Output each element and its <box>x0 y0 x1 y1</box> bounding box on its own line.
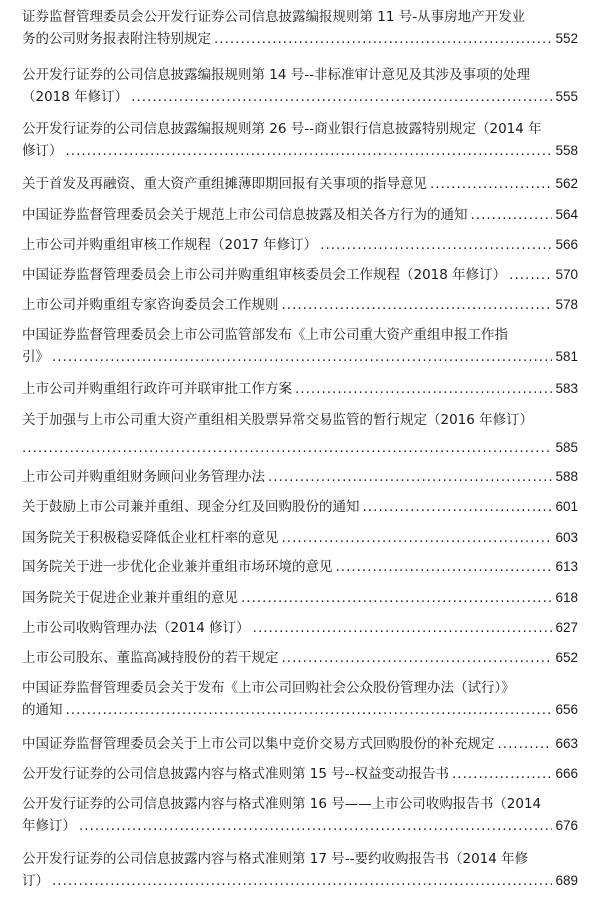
toc-entry-title: 关于鼓励上市公司兼并重组、现金分红及回购股份的通知 <box>22 499 360 515</box>
toc-page-number: 558 <box>555 143 578 158</box>
toc-page-number: 663 <box>555 736 578 751</box>
toc-entry-title: 上市公司并购重组行政许可并联审批工作方案 <box>22 381 292 397</box>
toc-page-number: 570 <box>555 267 578 282</box>
toc-entry[interactable] <box>22 173 578 195</box>
toc-entry[interactable] <box>22 409 578 459</box>
toc-entry-title: 中国证券监督管理委员会关于规范上市公司信息披露及相关各方行为的通知 <box>22 207 468 223</box>
toc-entry-title: 中国证券监督管理委员会上市公司并购重组审核委员会工作规程（2018 年修订） <box>22 267 507 283</box>
dot-leader <box>282 647 553 669</box>
toc-entry[interactable] <box>22 763 578 785</box>
toc-entry[interactable] <box>22 733 578 755</box>
toc-page-number: 603 <box>555 530 578 545</box>
toc-entry[interactable] <box>22 264 578 286</box>
toc-page-number: 562 <box>555 176 578 191</box>
toc-entry[interactable] <box>22 64 578 108</box>
toc-entry-title: 中国证券监督管理委员会上市公司监管部发布《上市公司重大资产重组申报工作指 <box>22 327 508 343</box>
toc-page-number: 578 <box>555 297 578 312</box>
dot-leader <box>452 763 552 785</box>
toc-page-number: 564 <box>555 207 578 222</box>
toc-entry-title: 公开发行证券的公司信息披露内容与格式准则第 17 号--要约收购报告书（2014 年修 <box>22 851 529 867</box>
toc-entry[interactable] <box>22 466 578 488</box>
dot-leader <box>79 815 552 837</box>
dot-leader <box>253 617 553 639</box>
toc-page-number: 601 <box>555 499 578 514</box>
toc-entry-title: 上市公司并购重组专家咨询委员会工作规则 <box>22 297 279 313</box>
toc-entry-title: 公开发行证券的公司信息披露编报规则第 26 号--商业银行信息披露特别规定（2014 年 <box>22 121 542 137</box>
toc-entry[interactable] <box>22 204 578 226</box>
toc-entry[interactable] <box>22 6 578 50</box>
dot-leader <box>363 496 553 518</box>
toc-entry[interactable] <box>22 496 578 518</box>
toc-entry-title: 证券监督管理委员会公开发行证券公司信息披露编报规则第 11 号-从事房地产开发业 <box>22 9 526 25</box>
toc-page-number: 618 <box>555 590 578 605</box>
toc-entry[interactable] <box>22 617 578 639</box>
toc-entry[interactable] <box>22 647 578 669</box>
dot-leader <box>131 86 552 108</box>
toc-entry-title: 公开发行证券的公司信息披露编报规则第 14 号--非标准审计意见及其涉及事项的处理 <box>22 67 531 83</box>
toc-entry-title: 的通知 <box>22 702 63 718</box>
toc-page-number: 656 <box>555 702 578 717</box>
toc-entry-title: 上市公司并购重组财务顾问业务管理办法 <box>22 469 265 485</box>
dot-leader <box>430 173 552 195</box>
toc-entry[interactable] <box>22 378 578 400</box>
toc-entry-title: 中国证券监督管理委员会关于发布《上市公司回购社会公众股份管理办法（试行）》 <box>22 680 515 696</box>
toc-page-number: 583 <box>555 381 578 396</box>
dot-leader <box>320 234 552 256</box>
toc-entry[interactable] <box>22 848 578 892</box>
toc-entry[interactable] <box>22 556 578 578</box>
dot-leader <box>241 587 552 609</box>
toc-entry[interactable] <box>22 587 578 609</box>
dot-leader <box>52 870 552 892</box>
dot-leader <box>498 733 553 755</box>
toc-entry[interactable] <box>22 294 578 316</box>
toc-entry-title: 订） <box>22 873 49 889</box>
toc-entry[interactable] <box>22 324 578 368</box>
toc-entry-title: 上市公司股东、董监高减持股份的若干规定 <box>22 650 279 666</box>
toc-page-number: 555 <box>555 89 578 104</box>
dot-leader <box>509 264 552 286</box>
toc-entry-title: 公开发行证券的公司信息披露内容与格式准则第 15 号--权益变动报告书 <box>22 766 450 782</box>
toc-page-number: 566 <box>555 237 578 252</box>
toc-entry-title: 年修订） <box>22 818 76 834</box>
toc-entry[interactable] <box>22 234 578 256</box>
toc-page-number: 676 <box>555 818 578 833</box>
toc-entry-title: （2018 年修订） <box>22 89 129 105</box>
toc-entry-title: 上市公司收购管理办法（2014 修订） <box>22 620 250 636</box>
toc-page-number: 627 <box>555 620 578 635</box>
toc-page-number: 588 <box>555 469 578 484</box>
dot-leader <box>52 346 552 368</box>
dot-leader <box>22 437 552 459</box>
toc-entry-title: 公开发行证券的公司信息披露内容与格式准则第 16 号——上市公司收购报告书（2014 <box>22 796 542 812</box>
toc-entry-title: 关于加强与上市公司重大资产重组相关股票异常交易监管的暂行规定（2016 年修订） <box>22 412 534 428</box>
toc-entry-title: 国务院关于积极稳妥降低企业杠杆率的意见 <box>22 530 279 546</box>
toc-entry-title: 引》 <box>22 349 49 365</box>
toc-entry-title: 国务院关于促进企业兼并重组的意见 <box>22 590 238 606</box>
toc-entry-title: 中国证券监督管理委员会关于上市公司以集中竞价交易方式回购股份的补充规定 <box>22 736 495 752</box>
dot-leader <box>214 28 552 50</box>
toc-entry[interactable] <box>22 527 578 549</box>
dot-leader <box>268 466 552 488</box>
dot-leader <box>336 556 553 578</box>
toc-page-number: 652 <box>555 650 578 665</box>
toc-page-number: 666 <box>555 766 578 781</box>
dot-leader <box>66 140 553 162</box>
toc-entry-title: 国务院关于进一步优化企业兼并重组市场环境的意见 <box>22 559 333 575</box>
toc-entry[interactable] <box>22 677 578 721</box>
toc-page-number: 613 <box>555 559 578 574</box>
toc-page-number: 552 <box>555 31 578 46</box>
dot-leader <box>471 204 553 226</box>
dot-leader <box>282 527 553 549</box>
toc-page-number: 585 <box>555 440 578 455</box>
toc-entry-title: 务的公司财务报表附注特别规定 <box>22 31 211 47</box>
toc-entry[interactable] <box>22 118 578 162</box>
toc-entry-title: 上市公司并购重组审核工作规程（2017 年修订） <box>22 237 318 253</box>
toc-entry-title: 修订） <box>22 143 63 159</box>
toc-page-number: 581 <box>555 349 578 364</box>
dot-leader <box>295 378 552 400</box>
dot-leader <box>66 699 553 721</box>
toc-entry[interactable] <box>22 793 578 837</box>
dot-leader <box>282 294 553 316</box>
toc-page-number: 689 <box>555 873 578 888</box>
toc-entry-title: 关于首发及再融资、重大资产重组摊薄即期回报有关事项的指导意见 <box>22 176 427 192</box>
